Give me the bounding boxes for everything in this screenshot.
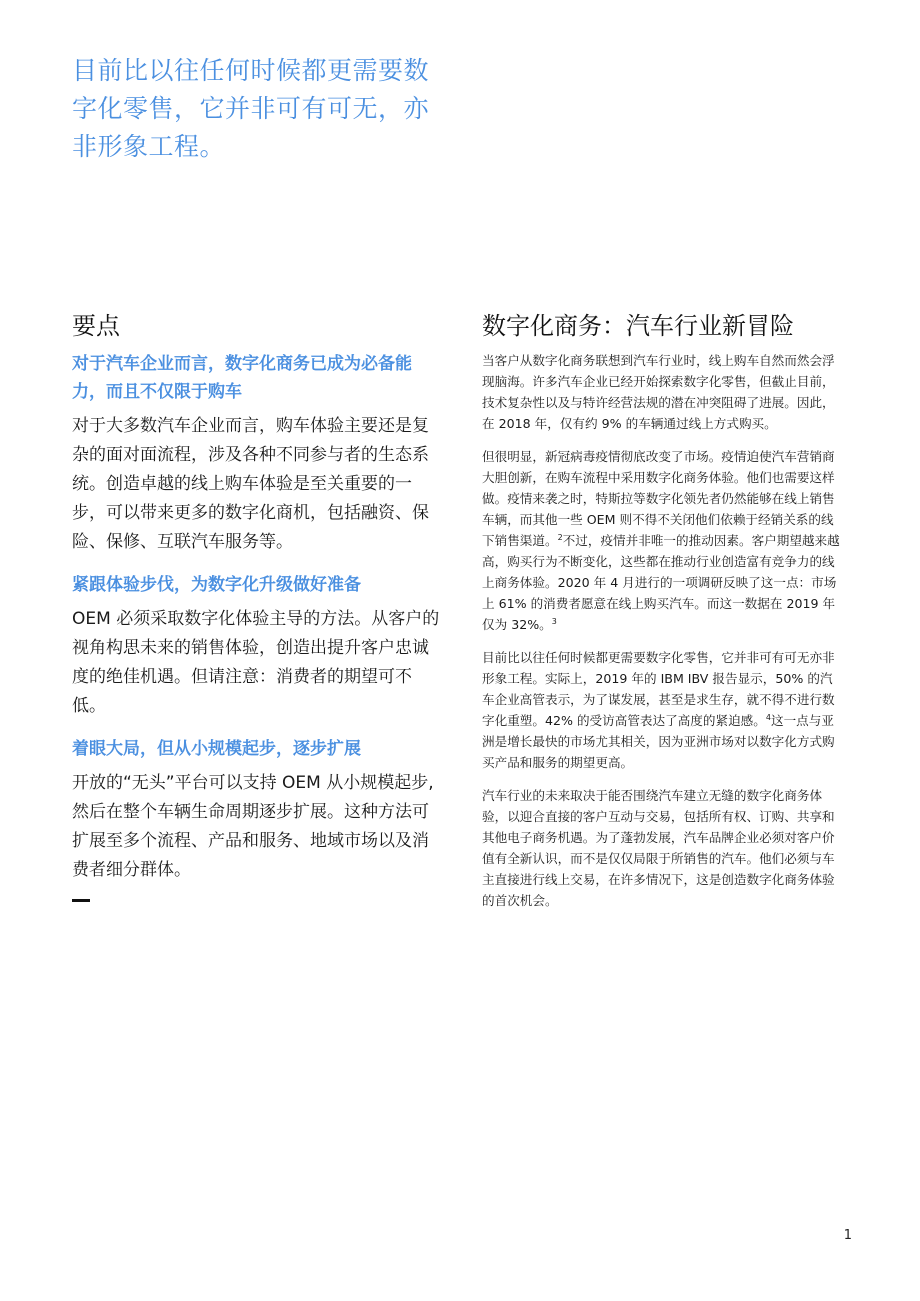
article-column	[482, 310, 844, 923]
article-paragraph	[482, 446, 844, 635]
footnote-ref: 4	[765, 712, 771, 722]
key-point-heading: 对于汽车企业而言，数字化商务已成为必备能力，而且不仅限于购车	[72, 354, 412, 402]
pull-quote-headline: 目前比以往任何时候都更需要数字化零售，它并非可有可无，亦非形象工程。	[72, 56, 430, 161]
key-point-body: OEM 必须采取数字化体验主导的方法。从客户的视角构思未来的销售体验，创造出提升客户忠诚度的绝佳机遇。但请注意：消费者的期望可不低。	[72, 609, 440, 716]
end-mark-divider	[72, 899, 90, 902]
page-number: 1	[843, 1228, 852, 1243]
footnote-ref: 3	[551, 616, 557, 626]
article-title: 数字化商务：汽车行业新冒险	[482, 312, 794, 340]
article-paragraph: 汽车行业的未来取决于能否围绕汽车建立无缝的数字化商务体验，以迎合直接的客户互动与交易，包括所有权、订购、共享和其他电子商务机遇。为了蓬勃发展，汽车品牌企业必须对客户价值有全新认识，而不是仅仅局限于所销售的汽车。他们必须与车主直接进行线上交易，在许多情况下，这是创造数字化商务体验的首次机会。	[482, 788, 835, 908]
key-points-column	[72, 310, 440, 902]
paragraph-text: 目前比以往任何时候都更需要数字化零售，它并非可有可无亦非形象工程。实际上，2019 年的 IBM IBV 报告显示，50% 的汽车企业高管表示，为了谋发展，甚至是求生存，就不得不进行数字化重塑。42% 的受访高管表达了高度的紧迫感。	[482, 650, 835, 728]
key-point-body: 开放的“无头”平台可以支持 OEM 从小规模起步, 然后在整个车辆生命周期逐步扩展。这种方法可扩展至多个流程、产品和服务、地域市场以及消费者细分群体。	[72, 773, 434, 880]
paragraph-text: 不过，疫情并非唯一的推动因素。客户期望越来越高，购买行为不断变化，这些都在推动行业创造富有竞争力的线上商务体验。2020 年 4 月进行的一项调研反映了这一点：市场上 61% 的消费者愿意在线上购买汽车。而这一数据在 2019 年仅为 32%。	[482, 533, 840, 632]
paragraph-text: 这一点与亚洲是增长最快的市场尤其相关，因为亚洲市场对以数字化方式购买产品和服务的期望更高。	[482, 713, 835, 770]
key-points-title: 要点	[72, 312, 120, 340]
article-paragraph	[482, 647, 844, 773]
key-point-body: 对于大多数汽车企业而言，购车体验主要还是复杂的面对面流程，涉及各种不同参与者的生态系统。创造卓越的线上购车体验是至关重要的一步，可以带来更多的数字化商机，包括融资、保险、保修、互联汽车服务等。	[72, 416, 429, 552]
key-point-heading: 着眼大局，但从小规模起步，逐步扩展	[72, 739, 361, 759]
footnote-ref: 2	[557, 532, 563, 542]
paragraph-text: 但很明显，新冠病毒疫情彻底改变了市场。疫情迫使汽车营销商大胆创新，在购车流程中采用数字化商务体验。他们也需要这样做。疫情来袭之时，特斯拉等数字化领先者仍然能够在线上销售车辆，而其他一些 OEM 则不得不关闭他们依赖于经销关系的线下销售渠道。	[482, 449, 835, 548]
key-point-heading: 紧跟体验步伐，为数字化升级做好准备	[72, 575, 361, 595]
article-paragraph: 当客户从数字化商务联想到汽车行业时，线上购车自然而然会浮现脑海。许多汽车企业已经开始探索数字化零售，但截止目前，技术复杂性以及与特许经营法规的潜在冲突阻碍了进展。因此，在 2018 年，仅有约 9% 的车辆通过线上方式购买。	[482, 353, 835, 431]
